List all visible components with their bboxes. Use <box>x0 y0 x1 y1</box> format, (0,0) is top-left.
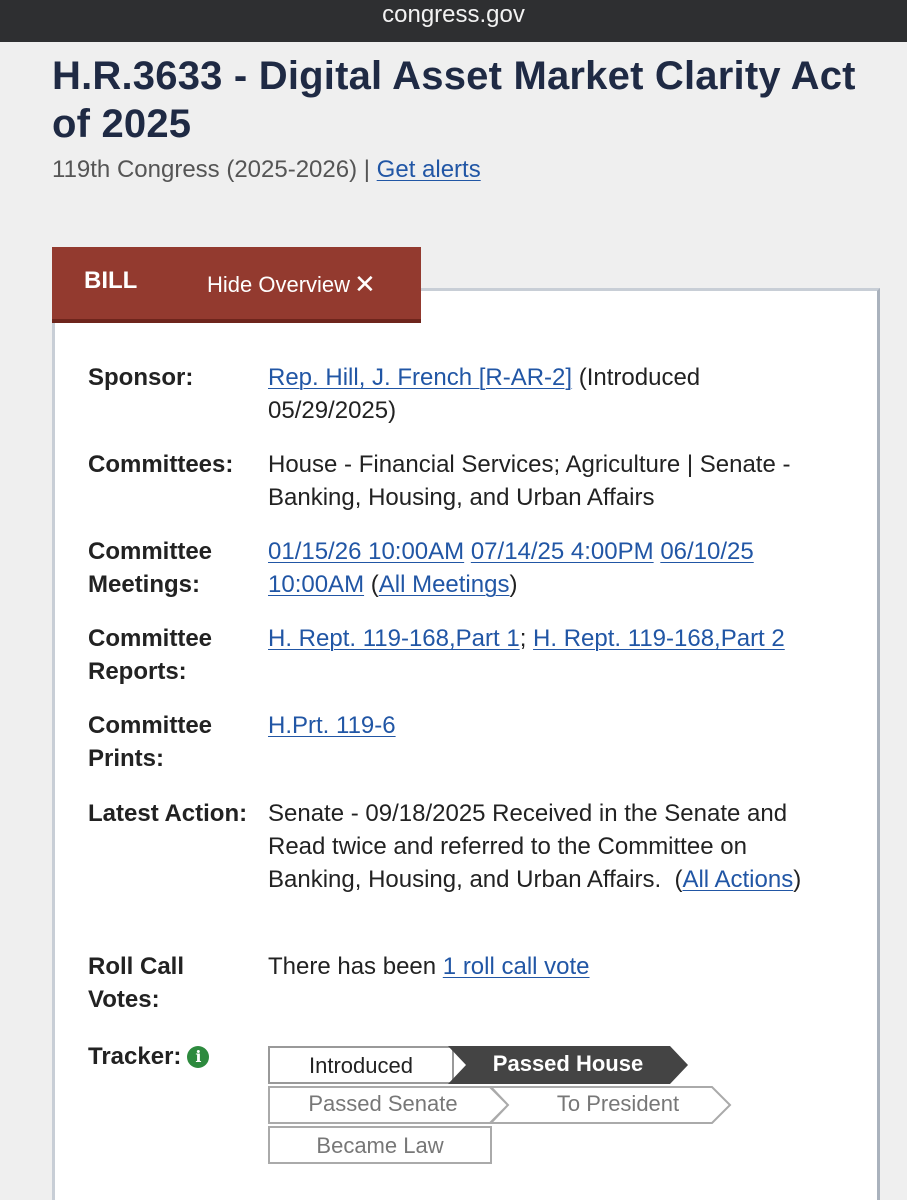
tracker-label: Tracker: <box>88 1043 182 1070</box>
meeting-link-2[interactable]: 07/14/25 4:00PM <box>470 538 654 565</box>
committees-label: Committees: <box>88 451 234 478</box>
meeting-link-3[interactable]: 06/10/25 10:00AM <box>268 538 754 598</box>
get-alerts-link[interactable]: Get alerts <box>376 156 481 183</box>
tracker-label-wrap <box>88 1040 258 1073</box>
page-title: H.R.3633 - Digital Asset Market Clarity Act of 2025 <box>52 54 856 146</box>
committee-meetings-value: 01/15/26 10:00AM 07/14/25 4:00PM 06/10/25 10:00AM (All Meetings) <box>268 538 754 598</box>
report-link-2[interactable]: H. Rept. 119-168,Part 2 <box>533 625 785 652</box>
meeting-link-1[interactable]: 01/15/26 10:00AM <box>268 538 465 565</box>
info-icon[interactable]: i <box>187 1046 209 1068</box>
print-link[interactable]: H.Prt. 119-6 <box>268 712 396 739</box>
sponsor-value <box>268 361 828 427</box>
committee-prints-value <box>268 709 828 742</box>
tab-bill[interactable]: BILL <box>84 267 138 294</box>
roll-call-link[interactable]: 1 roll call vote <box>442 953 590 980</box>
sponsor-link[interactable]: Rep. Hill, J. French [R-AR-2] <box>268 364 573 391</box>
sponsor-label: Sponsor: <box>88 364 194 391</box>
latest-action-text: Senate - 09/18/2025 Received in the Senate and Read twice and referred to the Committee on Banking, Housing, and Urban Affairs. <box>268 800 788 893</box>
latest-action-label: Latest Action: <box>88 800 248 827</box>
hide-overview-button[interactable] <box>207 268 376 299</box>
hide-overview-label: Hide Overview <box>207 272 351 297</box>
all-meetings-link[interactable]: All Meetings <box>378 571 510 598</box>
tracker-step-introduced: Introduced <box>268 1046 454 1084</box>
committee-reports-label: Committee Reports: <box>88 625 213 685</box>
roll-call-text: There has been <box>268 953 443 980</box>
tracker-step-passed-house: Passed House <box>448 1046 688 1084</box>
committee-reports-value <box>268 622 828 655</box>
tracker-step-passed-senate: Passed Senate <box>268 1086 498 1124</box>
committee-meetings-label: Committee Meetings: <box>88 538 213 598</box>
committee-prints-label: Committee Prints: <box>88 712 213 772</box>
roll-call-label: Roll Call Votes: <box>88 953 185 1013</box>
close-icon: ✕ <box>354 269 376 299</box>
roll-call-value <box>268 950 828 983</box>
bill-tracker <box>268 1046 738 1166</box>
subtitle-separator: | <box>357 156 377 183</box>
latest-action-value: Senate - 09/18/2025 Received in the Senate and Read twice and referred to the Committee on Banking, Housing, and Urban Affairs. (All Actions) <box>268 800 802 893</box>
overview-tab-bar <box>52 247 421 319</box>
congress-subtitle <box>52 156 481 184</box>
all-actions-link[interactable]: All Actions <box>682 866 794 893</box>
sponsor-introduced: (Introduced 05/29/2025) <box>268 364 701 424</box>
browser-url-bar[interactable] <box>0 0 907 42</box>
report-separator: ; <box>519 625 534 652</box>
tracker-step-to-president: To President <box>490 1086 730 1124</box>
url-text: congress.gov <box>382 1 525 28</box>
report-link-1[interactable]: H. Rept. 119-168,Part 1 <box>268 625 520 652</box>
congress-session: 119th Congress (2025-2026) <box>52 156 358 183</box>
tracker-step-became-law: Became Law <box>268 1126 492 1164</box>
committees-value: House - Financial Services; Agriculture | Senate - Banking, Housing, and Urban Affairs <box>268 451 791 511</box>
